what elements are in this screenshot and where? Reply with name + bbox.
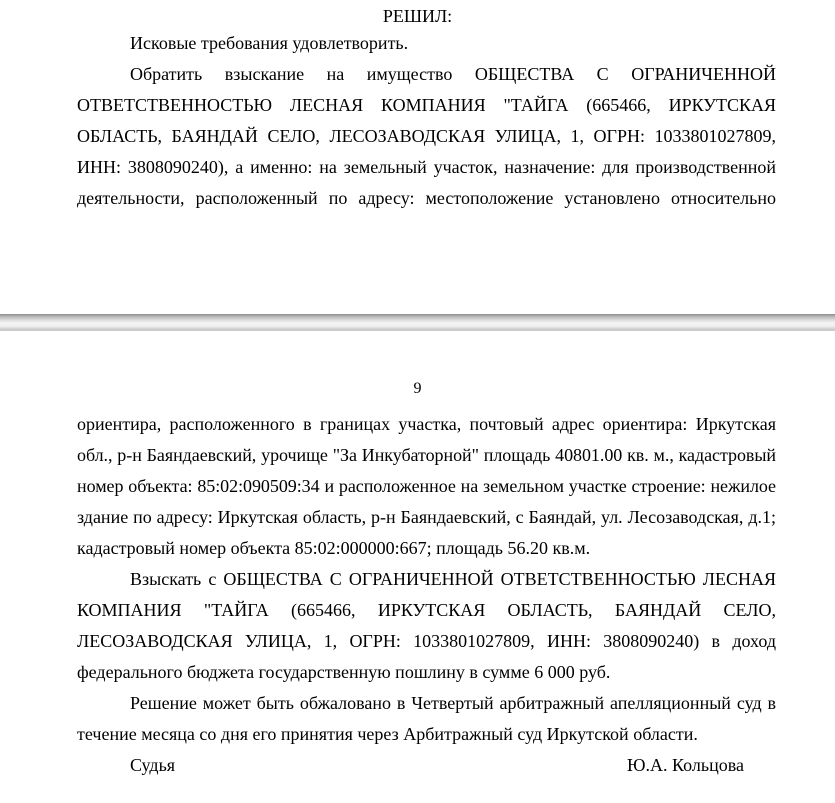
page-number: 9 [413, 380, 422, 397]
signature-role: Судья [130, 755, 176, 775]
text-line: обл., р-н Баяндаевский, урочище "За Инкубаторной" площадь 40801.00 кв. м., кадастровый [77, 445, 776, 465]
text-line: Исковые требования удовлетворить. [130, 33, 409, 53]
text-line: течение месяца со дня его принятия через Арбитражный суд Иркутской области. [77, 724, 698, 744]
text-line: ИНН: 3808090240), а именно: на земельный участок, назначение: для производственной [77, 157, 776, 177]
text-line: федерального бюджета государственную пошлину в сумме 6 000 руб. [77, 662, 611, 682]
text-line: ОТВЕТСТВЕННОСТЬЮ ЛЕСНАЯ КОМПАНИЯ "ТАЙГА (665466, ИРКУТСКАЯ [77, 95, 776, 115]
page-8-fragment [0, 0, 835, 314]
page-separator [0, 314, 835, 331]
signature-name: Ю.А. Кольцова [627, 755, 744, 775]
text-line: кадастровый номер объекта 85:02:000000:667; площадь 56.20 кв.м. [77, 538, 591, 558]
text-line: Обратить взыскание на имущество ОБЩЕСТВА С ОГРАНИЧЕННОЙ [130, 64, 776, 84]
text-line: ОБЛАСТЬ, БАЯНДАЙ СЕЛО, ЛЕСОЗАВОДСКАЯ УЛИЦА, 1, ОГРН: 1033801027809, [77, 126, 776, 146]
document-body [77, 31, 776, 217]
text-line: Решение может быть обжаловано в Четвертый арбитражный апелляционный суд в [130, 693, 776, 713]
text-line: здание по адресу: Иркутская область, р-н Баяндаевский, с Баяндай, ул. Лесозаводская, д.1; [77, 507, 776, 527]
page-9 [0, 331, 835, 803]
document-body [77, 412, 776, 784]
signature-line [77, 753, 776, 784]
text-line: КОМПАНИЯ "ТАЙГА (665466, ИРКУТСКАЯ ОБЛАСТЬ, БАЯНДАЙ СЕЛО, [77, 600, 776, 620]
text-line: Взыскать с ОБЩЕСТВА С ОГРАНИЧЕННОЙ ОТВЕТСТВЕННОСТЬЮ ЛЕСНАЯ [130, 569, 776, 589]
decision-heading: РЕШИЛ: [382, 6, 453, 26]
text-line: ориентира, расположенного в границах участка, почтовый адрес ориентира: Иркутская [77, 414, 776, 434]
text-line: деятельности, расположенный по адресу: местоположение установлено относительно [77, 188, 776, 208]
text-line: ЛЕСОЗАВОДСКАЯ УЛИЦА, 1, ОГРН: 1033801027809, ИНН: 3808090240) в доход [77, 631, 776, 651]
text-line: номер объекта: 85:02:090509:34 и расположенное на земельном участке строение: нежилое [77, 476, 776, 496]
